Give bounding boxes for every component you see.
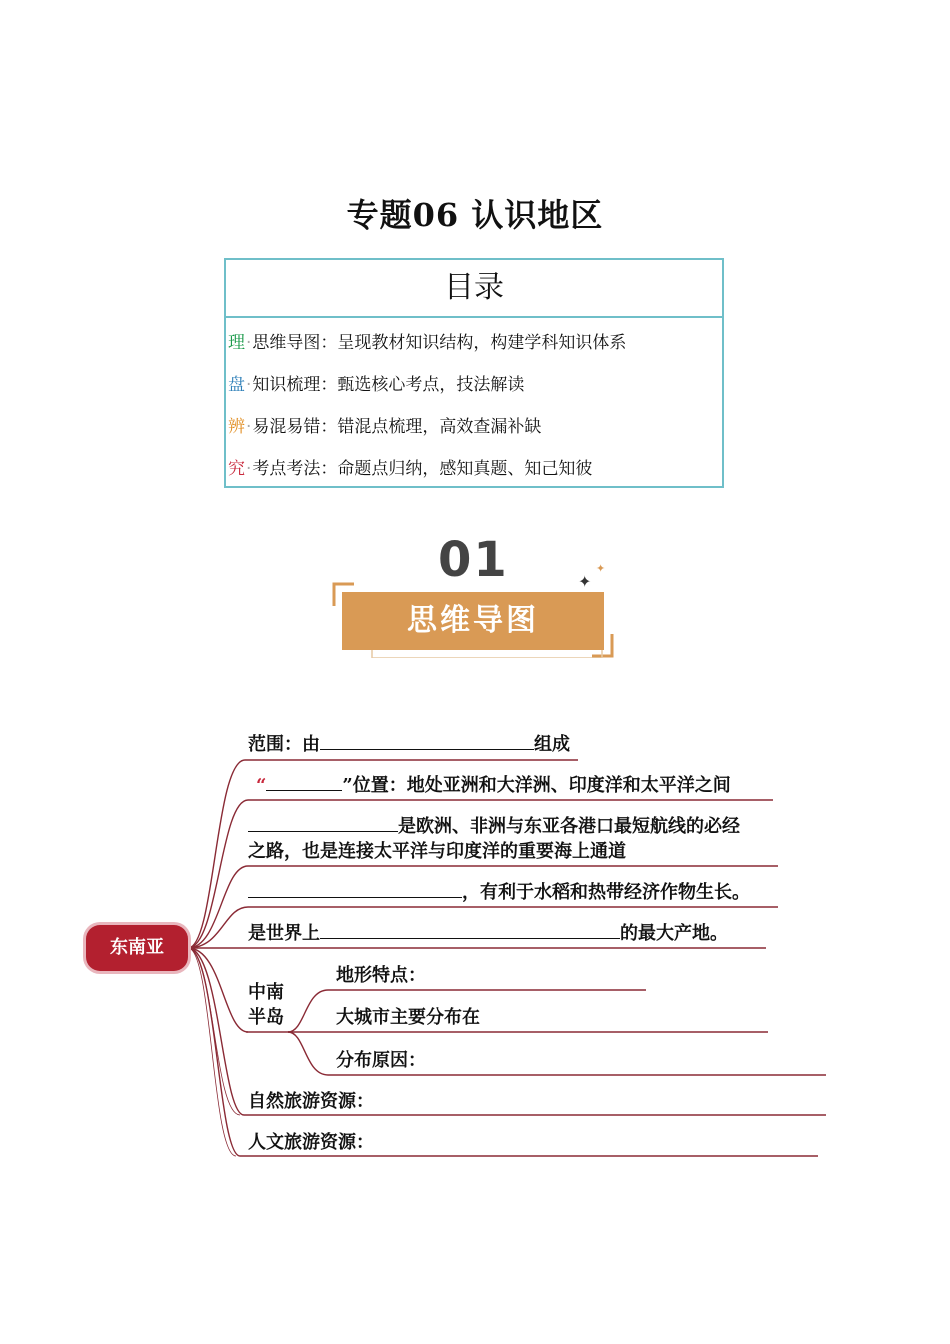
peninsula-label-1: 中南	[248, 982, 284, 1003]
toc-desc: ：命题点归纳，感知真题、知己知彼	[320, 459, 593, 479]
section-number: 01	[438, 532, 509, 588]
toc-item-knowledge: 盘·知识梳理：甄选核心考点，技法解读	[228, 375, 525, 395]
mindmap-products	[248, 919, 728, 945]
toc-mark: 盘	[228, 375, 245, 395]
product-suffix: 的最大产地。	[620, 923, 728, 944]
answer-blank	[266, 774, 342, 791]
natural-tourism-label: 自然旅游资源：	[248, 1091, 374, 1112]
toc-item-mindmap: 理·思维导图：呈现教材知识结构，构建学科知识体系	[228, 333, 627, 353]
quote-close: ”	[342, 775, 353, 796]
toc-label: 知识梳理	[252, 375, 321, 395]
page-title: 专题06 认识地区	[346, 196, 604, 234]
toc-desc: ：错混点梳理，高效查漏补缺	[320, 417, 542, 437]
toc-desc: ：甄选核心考点，技法解读	[320, 375, 525, 395]
toc-label: 考点考法	[252, 459, 321, 479]
mindmap-root: 东南亚	[86, 925, 188, 971]
scope-prefix: 范围：由	[248, 734, 320, 755]
crossroads-text: 位置：地处亚洲和大洋洲、印度洋和太平洋之间	[352, 775, 731, 796]
strait-text-1: 是欧洲、非洲与东亚各港口最短航线的必经	[398, 816, 740, 837]
sparkle-icon: ✦	[596, 562, 606, 575]
reason-label: 分布原因：	[336, 1050, 426, 1071]
sparkle-icon: ✦	[578, 572, 592, 591]
toc-mark: 辨	[228, 417, 245, 437]
toc-item-mistakes: 辨·易混易错：错混点梳理，高效查漏补缺	[228, 417, 542, 437]
answer-blank	[320, 733, 534, 750]
mindmap-scope	[248, 730, 570, 756]
mindmap-crossroads	[256, 771, 731, 797]
cultural-tourism-label: 人文旅游资源：	[248, 1132, 374, 1153]
toc-mark: 究	[228, 459, 245, 479]
toc-heading: 目录	[226, 260, 722, 318]
terrain-label: 地形特点：	[336, 965, 426, 986]
peninsula-label-2: 半岛	[248, 1007, 284, 1028]
climate-text: ，有利于水稻和热带经济作物生长。	[462, 882, 750, 903]
mindmap-strait-line1	[248, 812, 740, 838]
section-label: 思维导图	[342, 592, 604, 650]
mindmap-climate	[248, 878, 750, 904]
quote-open: “	[256, 775, 267, 796]
product-prefix: 是世界上	[248, 923, 320, 944]
toc-desc: ：呈现教材知识结构，构建学科知识体系	[320, 333, 627, 353]
scope-suffix: 组成	[534, 734, 570, 755]
toc-mark: 理	[228, 333, 245, 353]
mindmap-strait-line2: 之路，也是连接太平洋与印度洋的重要海上通道	[248, 841, 626, 862]
answer-blank	[320, 922, 620, 939]
answer-blank	[248, 815, 398, 832]
cities-label: 大城市主要分布在	[336, 1007, 480, 1028]
toc-label: 思维导图	[252, 333, 321, 353]
toc-label: 易混易错	[252, 417, 321, 437]
toc-item-exam: 究·考点考法：命题点归纳，感知真题、知己知彼	[228, 459, 593, 479]
answer-blank	[248, 881, 462, 898]
